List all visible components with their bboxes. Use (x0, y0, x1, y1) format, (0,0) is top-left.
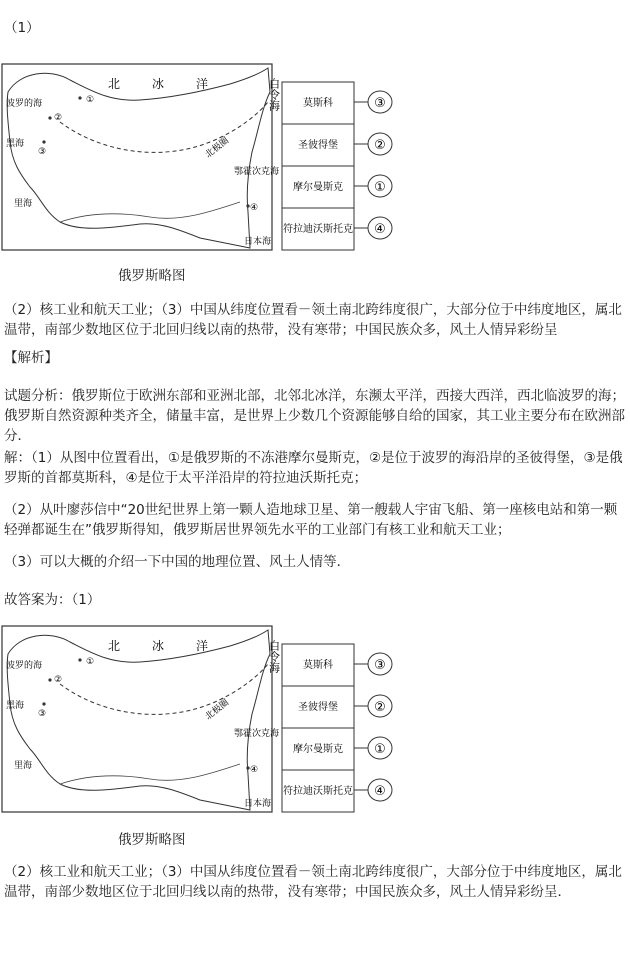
okhotsk-label-b: 鄂霍次克海 (234, 729, 280, 739)
answer-line-1: （2）核工业和航天工业；（3）中国从纬度位置看－领土南北跨纬度很广，大部分位于中纬度地区，属北温带，南部少数地区位于北回归线以南的热带，没有寒带；中国民族众多，风土人情异彩纷呈 (4, 302, 622, 338)
map-marker-1: ① (86, 95, 95, 105)
arctic-circle-label: 北极圈 (203, 135, 232, 161)
city-label-2b: 圣彼得堡 (298, 702, 338, 713)
arctic-circle-label-b: 北极圈 (203, 697, 232, 723)
ocean-label-3b: 洋 (196, 639, 209, 653)
ocean-label-2b: 冰 (152, 639, 165, 653)
map-caption-1: 俄罗斯略图 (118, 268, 186, 284)
answer-circle-3b: ① (374, 742, 386, 757)
map-frame (2, 64, 272, 250)
answer-circle-1b: ③ (374, 658, 386, 673)
answer-circle-4b: ④ (374, 784, 386, 799)
russia-map-figure-2 (0, 624, 410, 824)
answer-circle-3: ① (374, 180, 386, 195)
ocean-label-2: 冰 (152, 77, 165, 91)
map-marker-3: ③ (38, 147, 47, 157)
city-label-3: 摩尔曼斯克 (293, 182, 343, 193)
baltic-label-b: 波罗的海 (6, 661, 43, 671)
russia-map-svg-1 (0, 62, 410, 262)
analysis-paragraph: 试题分析：俄罗斯位于欧洲东部和亚洲北部，北邻北冰洋，东濒太平洋，西接大西洋，西北临波罗的海；俄罗斯自然资源种类齐全，储量丰富，是世界上少数几个资源能够自给的国家，其工业主要分布在欧洲部分． (4, 388, 625, 444)
answer-circle-1: ③ (374, 96, 386, 111)
solution-1: 解：（1）从图中位置看出，①是俄罗斯的不冻港摩尔曼斯克，②是位于波罗的海沿岸的圣彼得堡，③是俄罗斯的首都莫斯科，④是位于太平洋沿岸的符拉迪沃斯托克； (4, 450, 623, 486)
map-marker-1b: ① (86, 657, 95, 667)
top-label: （1） (4, 20, 40, 36)
ocean-label-1b: 北 (108, 639, 121, 653)
baltic-label: 波罗的海 (6, 99, 43, 109)
map-marker-2: ② (54, 113, 63, 123)
solution-2: （2）从叶廖莎信中“20世纪世界上第一颗人造地球卫星、第一艘载人宇宙飞船、第一座核电站和第一颗轻弹都诞生在”俄罗斯得知，俄罗斯居世界领先水平的工业部门有核工业和航天工业； (4, 502, 618, 538)
answer-circle-4: ④ (374, 222, 386, 237)
russia-map-svg-2 (0, 624, 410, 824)
solution-3: （3）可以大概的介绍一下中国的地理位置、风土人情等． (4, 554, 351, 570)
caspian-label: 里海 (14, 199, 33, 209)
caspian-label-b: 里海 (14, 761, 33, 771)
ocean-label-3: 洋 (196, 77, 209, 91)
bering-sea-label-b: 白令海 (267, 640, 281, 673)
japan-sea-label-b: 日本海 (244, 799, 272, 809)
answer-line-2: （2）核工业和航天工业；（3）中国从纬度位置看－领土南北跨纬度很广，大部分位于中纬度地区，属北温带，南部少数地区位于北回归线以南的热带，没有寒带；中国民族众多，风土人情异彩纷呈． (4, 864, 622, 900)
black-sea-label: 黑海 (6, 139, 25, 149)
city-label-1b: 莫斯科 (303, 660, 333, 671)
okhotsk-label: 鄂霍次克海 (234, 167, 280, 177)
analysis-heading: 【解析】 (4, 350, 58, 366)
map-marker-4: ④ (250, 203, 259, 213)
answer-circle-2b: ② (374, 700, 386, 715)
russia-map-figure-1 (0, 62, 410, 262)
map-marker-4b: ④ (250, 765, 259, 775)
final-answer-label: 故答案为：（1） (4, 592, 101, 608)
map-marker-3b: ③ (38, 709, 47, 719)
japan-sea-label: 日本海 (244, 237, 272, 247)
ocean-label-1: 北 (108, 77, 121, 91)
bering-sea-label: 白令海 (267, 78, 281, 111)
city-label-2: 圣彼得堡 (298, 140, 338, 151)
map-caption-2: 俄罗斯略图 (118, 832, 186, 848)
map-marker-2b: ② (54, 675, 63, 685)
city-label-1: 莫斯科 (303, 98, 333, 109)
city-label-3b: 摩尔曼斯克 (293, 744, 343, 755)
city-label-4: 符拉迪沃斯托克 (283, 224, 353, 235)
black-sea-label-b: 黑海 (6, 701, 25, 711)
city-label-4b: 符拉迪沃斯托克 (283, 786, 353, 797)
answer-circle-2: ② (374, 138, 386, 153)
